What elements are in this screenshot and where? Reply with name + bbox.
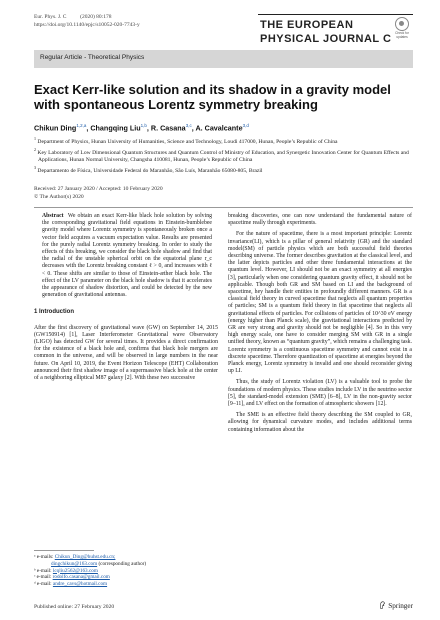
footnote: ᵈ e-mail: andre_cavs@hotmail.com (34, 581, 108, 588)
email-link[interactable]: lcqliu2562@163.com (52, 567, 98, 574)
journal-logo (258, 14, 413, 48)
author: A. Cavalcante (195, 123, 243, 133)
author: Changqing Liu (90, 123, 141, 133)
footnote: ᵇ e-mail: lcqliu2562@163.com (34, 567, 98, 574)
journal-reference (34, 14, 140, 29)
section-heading-introduction: 1 Introduction (34, 309, 74, 316)
check-updates-icon (395, 17, 409, 31)
affiliation: $^2$ Key Laboratory of Low Dimensional Quantum Structures and Quantum Control of Ministry of Education, and Synergetic Innovation Center for Quantum Effects and Applications, Hunan Normal University, Changsha 410081, Hunan, People’s Republic of China (34, 146, 409, 163)
author-affil-mark: 1,b (140, 123, 147, 128)
affiliation: $^1$ Department of Physics, Hunan University of Humanities, Science and Technology, Loudi 417000, Hunan, People’s Republic of China (34, 136, 338, 145)
left-column (34, 213, 218, 386)
affiliations (34, 135, 414, 175)
body-paragraph: Thus, the study of Lorentz violation (LV) is a valuable tool to probe the foundations of modern physics. These studies include LV in the neutrino sector [5], the standard-model extension (SME) [6–8], LV in the non-gravity sector [9–11], and LV effect on the formation of atmospheric showers [12]. (228, 379, 412, 408)
author-affil-mark: 3,c (185, 123, 192, 128)
logo-line1: THE EUROPEAN (260, 19, 354, 31)
body-paragraph: For the nature of spacetime, there is a most important principle: Lorentz invariance(LI), which is a pillar of general relativity (GR) and the standard model(SM) of particle physics which are both successful field theories describing universe. The former describes gravitation at the classical level, and the latter depicts particles and other three fundamental interactions at the quantum level. However, LI should not be an exact symmetry at all energies [3], particularly when one considering quantum gravity effect, it should not be applicable. Though both GR and SM based on LI and the background of spacetime, hey handle their entities in profoundly different manners. GR is a classical field theory in curved spacetime that neglects all quantum properties of particles; SM is a quantum field theory in flat spacetime that neglects all gravitational effects of particles. For collisions of particles of 10^30 eV energy (energy higher than Planck scale), the gravitational interactions predicted by GR are very strong and gravity should not be negligible [4]. So in this very high energy scale, one have to consider merging SM with GR in a single unified theory, known as “quantum gravity”, which remains a challenging task. Lorentz symmetry is a continuous spacetime symmetry and cannot exist in a discrete spacetime. Therefore quantization of spacetime at energies beyond the Planck energy, Lorentz symmetry is invalid and one should reconsider giving up LI. (228, 231, 412, 375)
author-list: Chikun Ding$^{1,2,a}$, Changqing Liu$^{1,b}$, R. Casana$^{3,c}$, A. Cavalcante$^{3,d}$ (34, 123, 249, 133)
check-updates-label: Check for updates (395, 31, 409, 39)
publisher-mark (379, 601, 413, 610)
body-paragraph: breaking discoveries, one can now understand the fundamental nature of spacetime really through experiments. (228, 213, 412, 227)
email-link[interactable]: Chikun_Ding@huhst.edu.cn; (54, 554, 116, 560)
email-link[interactable]: andre_cavs@hotmail.com (52, 581, 108, 588)
received-accepted: Received: 27 January 2020 / Accepted: 10 February 2020 (34, 186, 163, 192)
right-column (228, 213, 412, 438)
header-divider (34, 207, 413, 208)
paper-title: Exact Kerr-like solution and its shadow in a gravity model with spontaneous Lorentz symmetry breaking (34, 82, 391, 112)
journal-citation: Eur. Phys. J. C (2020) 80:178 (34, 14, 112, 20)
doi-link[interactable]: https://doi.org/10.1140/epjc/s10052-020-7743-y (34, 21, 140, 28)
author-affil-mark: 3,d (242, 123, 249, 128)
author-affil-mark: 1,2,a (76, 123, 87, 128)
check-updates-button[interactable] (391, 17, 413, 43)
footnotes (34, 554, 218, 588)
article-dates (34, 186, 163, 201)
footnote: ᵃ e-mails: Chikun_Ding@huhst.edu.cn; (34, 554, 116, 560)
article-type: Regular Article - Theoretical Physics (40, 54, 145, 61)
intro-paragraph: After the first discovery of gravitational wave (GW) on September 14, 2015 (GW150914) [1], Laser Interferometer Gravitational wave Observatory (LIGO) has detected GW for several times. It provides a direct confirmation for the existence of a black hole and, confirms that black hole mergers are common in the universe, and will be observed in large numbers in the near future. On April 10, 2019, the Event Horizon Telescope (EHT) Collaboration announced their first shadow image of a supermassive black hole at the center of a neighboring elliptical M87 galaxy [2]. With these two successive (34, 324, 218, 382)
article-type-band (34, 50, 413, 68)
email-link[interactable]: dingchikun@163.com (51, 560, 98, 567)
footnote-rule (34, 550, 94, 551)
springer-horse-icon (379, 601, 386, 609)
abstract (34, 213, 218, 299)
footnote: dingchikun@163.com (corresponding author) (51, 560, 147, 567)
email-link[interactable]: rodolfo.casana@gmail.com (52, 574, 110, 581)
abstract-label: Abstract (42, 213, 64, 219)
affiliation: $^3$ Departamento de Física, Universidade Federal do Maranhão, São Luís, Maranhão 65080-805, Brazil (34, 164, 263, 174)
copyright: © The Author(s) 2020 (34, 193, 84, 200)
author: R. Casana (150, 123, 186, 133)
published-date: Published online: 27 February 2020 (34, 604, 115, 610)
logo-line2: PHYSICAL JOURNAL C (260, 33, 392, 45)
abstract-text: We obtain an exact Kerr-like black hole solution by solving the corresponding gravitational field equations in Einstein-bumblebee gravity model where Lorentz symmetry is spontaneously broken once a vector field acquires a vacuum expectation value. Results are presented for the purely radial Lorentz symmetry breaking. In order to study the effects of this breaking, we consider the black hole shadow and find that the radial of the unstable spherical orbit on the equatorial plane r_c decreases with the Lorentz breaking constant ℓ > 0, and increases with ℓ < 0. These shifts are similar to those of Einstein-æther black hole. The effect of the LV parameter on the black hole shadow is that it accelerates the appearance of shadow distortion, and could be detected by the new generation of gravitational antennas. (42, 213, 212, 299)
footnote: ᶜ e-mail: rodolfo.casana@gmail.com (34, 574, 110, 581)
publisher-name: Springer (388, 602, 413, 610)
author: Chikun Ding (34, 123, 77, 133)
body-paragraph: The SME is an effective field theory describing the SM coupled to GR, allowing for dynamical curvature modes, and includes additional terms containing information about the (228, 412, 412, 433)
